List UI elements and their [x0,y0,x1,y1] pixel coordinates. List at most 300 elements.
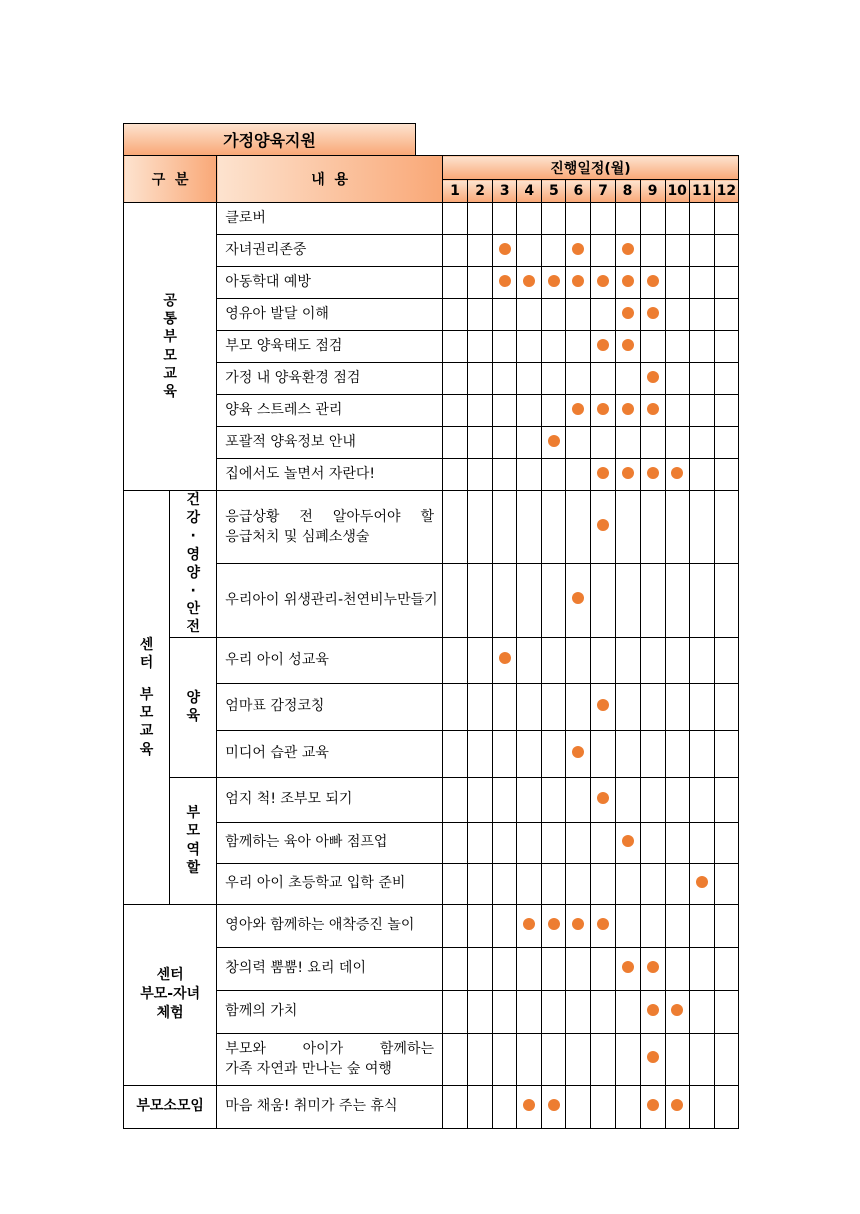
month-cell-6 [566,863,591,904]
month-cell-1 [443,299,468,331]
program-name [217,1033,443,1085]
scheduled-dot [548,275,560,287]
month-cell-6 [566,947,591,990]
scheduled-dot [671,1099,683,1111]
month-cell-11 [689,491,714,564]
scheduled-dot [671,467,683,479]
program-name [217,863,443,904]
month-cell-10 [665,637,689,683]
month-cell-8 [615,203,640,235]
month-header-6: 6 [566,180,591,203]
month-cell-8 [615,235,640,267]
scheduled-dot [647,467,659,479]
program-name-line: 집에서도 놀면서 자란다! [225,466,376,483]
month-cell-2 [468,427,493,459]
month-cell-10 [665,203,689,235]
month-cell-6 [566,1085,591,1128]
scheduled-dot [622,339,634,351]
month-cell-9 [640,203,665,235]
month-cell-5 [542,427,566,459]
month-cell-2 [468,299,493,331]
month-cell-4 [517,427,542,459]
program-name-line: 가족 자연과 만나는 숲 여행 [225,1061,392,1077]
month-cell-8 [615,395,640,427]
month-cell-7 [591,564,615,637]
month-cell-1 [443,1033,468,1085]
month-cell-5 [542,990,566,1033]
program-name-line: 가정 내 양육환경 점검 [225,370,361,387]
program-name-line: 영아와 함께하는 애착증진 놀이 [225,917,415,934]
month-cell-4 [517,491,542,564]
month-cell-4 [517,235,542,267]
month-header-5: 5 [542,180,566,203]
month-cell-10 [665,363,689,395]
month-cell-5 [542,267,566,299]
month-header-12: 12 [714,180,738,203]
month-cell-8 [615,1033,640,1085]
month-cell-5 [542,331,566,363]
month-cell-12 [714,1085,738,1128]
month-cell-4 [517,331,542,363]
program-name [217,822,443,863]
month-cell-5 [542,947,566,990]
month-cell-5 [542,637,566,683]
month-cell-4 [517,1033,542,1085]
month-header-10: 10 [665,180,689,203]
scheduled-dot [647,1099,659,1111]
program-name [217,777,443,822]
month-cell-5 [542,863,566,904]
scheduled-dot [696,876,708,888]
month-cell-3 [493,564,517,637]
month-cell-5 [542,203,566,235]
month-cell-5 [542,1085,566,1128]
month-cell-11 [689,331,714,363]
month-cell-9 [640,1085,665,1128]
month-cell-12 [714,267,738,299]
scheduled-dot [597,403,609,415]
month-cell-9 [640,299,665,331]
month-cell-10 [665,564,689,637]
month-cell-8 [615,459,640,491]
month-cell-11 [689,363,714,395]
program-name-line: 우리아이 위생관리-천연비누만들기 [225,592,438,609]
program-name [217,904,443,947]
scheduled-dot [499,275,511,287]
scheduled-dot [597,792,609,804]
month-header-2: 2 [468,180,493,203]
program-name [217,235,443,267]
month-cell-10 [665,267,689,299]
month-cell-8 [615,267,640,299]
scheduled-dot [647,403,659,415]
month-cell-3 [493,491,517,564]
category-cell: 센터 부모-자녀 체험 [124,904,217,1085]
month-cell-9 [640,947,665,990]
scheduled-dot [647,307,659,319]
month-cell-12 [714,363,738,395]
month-cell-8 [615,331,640,363]
program-name-line: 포괄적 양육정보 안내 [225,434,356,451]
month-cell-1 [443,822,468,863]
month-cell-8 [615,427,640,459]
month-cell-6 [566,730,591,777]
month-cell-9 [640,395,665,427]
subcategory-cell: 부 모 역 할 [170,777,217,904]
category-cell: 공 통 부 모 교 육 [124,203,217,491]
month-cell-6 [566,990,591,1033]
program-name-line: 미디어 습관 교육 [225,745,329,762]
month-cell-4 [517,203,542,235]
month-header-4: 4 [517,180,542,203]
month-cell-11 [689,863,714,904]
month-cell-6 [566,904,591,947]
month-cell-1 [443,990,468,1033]
month-cell-10 [665,1033,689,1085]
month-cell-8 [615,491,640,564]
scheduled-dot [499,243,511,255]
month-cell-2 [468,395,493,427]
program-name-line: 우리 아이 성교육 [225,651,329,668]
month-cell-7 [591,904,615,947]
month-cell-9 [640,904,665,947]
month-cell-2 [468,637,493,683]
table-row [124,1085,739,1128]
scheduled-dot [597,918,609,930]
month-cell-3 [493,947,517,990]
program-name-line: 엄마표 감정코칭 [225,698,325,715]
month-cell-1 [443,267,468,299]
month-cell-10 [665,1085,689,1128]
page-title: 가정양육지원 [123,123,416,155]
month-cell-10 [665,730,689,777]
month-cell-11 [689,459,714,491]
month-cell-1 [443,564,468,637]
program-name-line: 응급상황 전 알아두어야 할 [225,508,434,525]
subcategory-cell: 양 육 [170,637,217,777]
month-cell-12 [714,863,738,904]
month-cell-3 [493,1033,517,1085]
program-name-line: 함께의 가치 [225,1003,298,1020]
month-cell-2 [468,730,493,777]
content-header: 내 용 [217,156,443,203]
program-name-line: 함께하는 육아 아빠 점프업 [225,834,388,851]
scheduled-dot [523,918,535,930]
table-row [124,904,739,947]
month-cell-8 [615,863,640,904]
month-cell-2 [468,947,493,990]
program-name-line: 마음 채움! 취미가 주는 휴식 [225,1098,398,1115]
month-cell-1 [443,427,468,459]
category-header: 구 분 [124,156,217,203]
scheduled-dot [572,918,584,930]
program-name [217,683,443,730]
month-cell-11 [689,1033,714,1085]
month-cell-11 [689,947,714,990]
month-cell-1 [443,637,468,683]
month-cell-1 [443,730,468,777]
month-cell-5 [542,564,566,637]
month-cell-3 [493,267,517,299]
month-cell-8 [615,299,640,331]
month-cell-8 [615,990,640,1033]
month-cell-2 [468,683,493,730]
month-cell-4 [517,683,542,730]
month-header-3: 3 [493,180,517,203]
program-name [217,491,443,564]
program-name [217,1085,443,1128]
program-name-line: 클로버 [225,210,266,227]
month-cell-6 [566,235,591,267]
table-row [124,491,739,564]
month-cell-7 [591,459,615,491]
month-cell-5 [542,730,566,777]
month-cell-8 [615,1085,640,1128]
month-cell-7 [591,363,615,395]
program-name [217,564,443,637]
scheduled-dot [572,592,584,604]
month-cell-2 [468,990,493,1033]
program-name [217,427,443,459]
month-cell-11 [689,427,714,459]
month-cell-7 [591,1085,615,1128]
month-cell-1 [443,235,468,267]
month-cell-11 [689,1085,714,1128]
month-header-7: 7 [591,180,615,203]
month-cell-7 [591,395,615,427]
month-cell-3 [493,299,517,331]
month-cell-10 [665,395,689,427]
month-cell-1 [443,459,468,491]
month-cell-6 [566,299,591,331]
program-name-line: 영유아 발달 이해 [225,306,329,323]
month-cell-1 [443,491,468,564]
schedule-header: 진행일정(월) [443,156,739,180]
program-name [217,637,443,683]
month-cell-6 [566,427,591,459]
scheduled-dot [597,699,609,711]
month-cell-1 [443,331,468,363]
program-name-line: 자녀권리존중 [225,242,307,259]
month-cell-4 [517,1085,542,1128]
month-cell-12 [714,947,738,990]
month-cell-8 [615,683,640,730]
month-cell-9 [640,683,665,730]
month-cell-7 [591,947,615,990]
month-cell-12 [714,564,738,637]
month-cell-10 [665,299,689,331]
schedule-body [124,203,739,1129]
month-cell-7 [591,863,615,904]
month-cell-2 [468,459,493,491]
month-cell-2 [468,777,493,822]
month-cell-9 [640,730,665,777]
month-cell-9 [640,637,665,683]
scheduled-dot [572,243,584,255]
month-cell-6 [566,267,591,299]
month-cell-3 [493,904,517,947]
month-cell-10 [665,863,689,904]
month-cell-6 [566,203,591,235]
month-cell-2 [468,822,493,863]
month-cell-11 [689,203,714,235]
scheduled-dot [622,307,634,319]
month-cell-9 [640,427,665,459]
month-cell-3 [493,863,517,904]
month-cell-7 [591,1033,615,1085]
month-cell-10 [665,990,689,1033]
month-cell-12 [714,203,738,235]
month-cell-7 [591,637,615,683]
month-cell-6 [566,363,591,395]
program-name [217,395,443,427]
month-cell-9 [640,777,665,822]
month-cell-7 [591,331,615,363]
month-cell-1 [443,203,468,235]
schedule-table [123,155,739,1129]
month-cell-12 [714,822,738,863]
month-cell-11 [689,822,714,863]
scheduled-dot [622,467,634,479]
month-cell-4 [517,564,542,637]
program-name [217,363,443,395]
month-cell-12 [714,459,738,491]
month-cell-6 [566,331,591,363]
month-cell-3 [493,363,517,395]
month-cell-12 [714,683,738,730]
month-cell-6 [566,683,591,730]
scheduled-dot [597,275,609,287]
month-cell-11 [689,299,714,331]
month-cell-9 [640,235,665,267]
scheduled-dot [647,275,659,287]
month-cell-7 [591,683,615,730]
program-name [217,730,443,777]
scheduled-dot [548,918,560,930]
month-cell-7 [591,203,615,235]
month-cell-3 [493,730,517,777]
month-cell-4 [517,363,542,395]
month-cell-12 [714,235,738,267]
table-row [124,203,739,235]
scheduled-dot [572,403,584,415]
month-cell-12 [714,395,738,427]
month-cell-3 [493,1085,517,1128]
month-cell-2 [468,491,493,564]
month-header-8: 8 [615,180,640,203]
scheduled-dot [647,1051,659,1063]
month-cell-3 [493,395,517,427]
month-cell-3 [493,990,517,1033]
scheduled-dot [622,403,634,415]
month-cell-10 [665,947,689,990]
category-cell: 부모소모임 [124,1085,217,1128]
month-cell-12 [714,730,738,777]
month-cell-9 [640,491,665,564]
month-cell-8 [615,730,640,777]
program-name [217,459,443,491]
month-cell-9 [640,564,665,637]
month-cell-5 [542,491,566,564]
month-cell-4 [517,637,542,683]
month-cell-8 [615,637,640,683]
month-cell-12 [714,427,738,459]
month-cell-11 [689,730,714,777]
program-name-line: 창의력 뿜뿜! 요리 데이 [225,960,366,977]
scheduled-dot [572,275,584,287]
month-cell-6 [566,459,591,491]
month-header-1: 1 [443,180,468,203]
month-cell-12 [714,1033,738,1085]
month-cell-5 [542,363,566,395]
scheduled-dot [523,1099,535,1111]
month-cell-10 [665,822,689,863]
scheduled-dot [622,961,634,973]
month-cell-5 [542,1033,566,1085]
program-name-line: 양육 스트레스 관리 [225,402,343,419]
month-cell-4 [517,267,542,299]
month-cell-2 [468,863,493,904]
month-cell-10 [665,459,689,491]
month-cell-8 [615,904,640,947]
month-cell-10 [665,235,689,267]
month-cell-12 [714,491,738,564]
scheduled-dot [647,961,659,973]
month-cell-2 [468,363,493,395]
category-cell: 센 터 부 모 교 육 [124,491,170,905]
month-cell-8 [615,564,640,637]
month-cell-11 [689,235,714,267]
month-cell-7 [591,730,615,777]
program-name-line: 부모 양육태도 점검 [225,338,343,355]
month-cell-9 [640,267,665,299]
month-cell-9 [640,822,665,863]
month-cell-5 [542,683,566,730]
scheduled-dot [597,519,609,531]
month-cell-9 [640,331,665,363]
month-cell-5 [542,235,566,267]
program-name-line: 엄지 척! 조부모 되기 [225,791,353,808]
month-cell-6 [566,777,591,822]
month-cell-1 [443,363,468,395]
month-cell-5 [542,299,566,331]
month-cell-2 [468,235,493,267]
program-name-line: 아동학대 예방 [225,274,311,291]
month-cell-3 [493,331,517,363]
scheduled-dot [622,835,634,847]
month-cell-7 [591,427,615,459]
month-cell-1 [443,777,468,822]
month-cell-7 [591,777,615,822]
scheduled-dot [572,746,584,758]
subcategory-cell: 건 강 · 영 양 · 안 전 [170,491,217,638]
program-name [217,299,443,331]
month-cell-2 [468,1033,493,1085]
month-cell-5 [542,395,566,427]
month-cell-10 [665,683,689,730]
month-cell-1 [443,1085,468,1128]
month-cell-2 [468,1085,493,1128]
month-cell-2 [468,904,493,947]
month-cell-2 [468,564,493,637]
month-cell-5 [542,822,566,863]
month-cell-1 [443,683,468,730]
month-cell-11 [689,990,714,1033]
month-cell-5 [542,777,566,822]
month-cell-3 [493,637,517,683]
month-cell-6 [566,1033,591,1085]
program-name-line: 우리 아이 초등학교 입학 준비 [225,875,406,892]
